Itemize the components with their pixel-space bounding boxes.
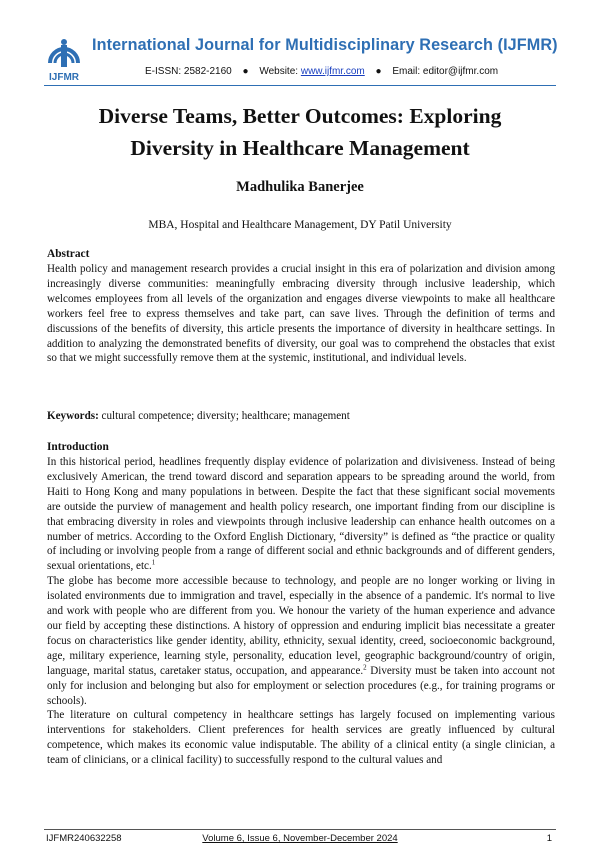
paper-title — [40, 100, 560, 164]
abstract-heading: Abstract — [47, 248, 90, 260]
bullet-separator: ● — [375, 66, 382, 77]
intro-paragraph-2 — [47, 574, 555, 708]
footer-page-number: 1 — [546, 833, 552, 844]
intro-p1-text: In this historical period, headlines frequently display evidence of polarization and divisiveness. Instead of being exclusively American, the trend toward discord and separation appears to be spreading around the world, from Haiti to Hong Kong and many populations in between. Despite the fact that these significant social movements are outside the purview of management and health policy research, one important finding from our discipline is that embracing diversity in roles and viewpoints through inclusive leadership can enhance health outcomes on a number of metrics. According to the Oxford English Dictionary, “diversity” is defined as “the practice or quality of including or involving people from a range of different social and ethnic backgrounds and of different genders, sexual orientations, etc. — [47, 456, 555, 573]
keywords-text: cultural competence; diversity; healthcare; management — [101, 410, 350, 422]
keywords-line — [47, 410, 350, 422]
journal-name: International Journal for Multidisciplinary Research (IJFMR) — [92, 36, 558, 54]
introduction-body — [47, 455, 555, 768]
journal-info-line — [145, 66, 498, 77]
title-line-2: Diversity in Healthcare Management — [130, 136, 470, 160]
ijfmr-logo — [44, 33, 84, 83]
intro-paragraph-3: The literature on cultural competency in healthcare settings has largely focused on implementing various interventions for stakeholders. Client preferences for health services are greatly influenced by cultural competence, which makes its economic value indisputable. The ability of a clinical entity (a single clinician, a team of clinicians, or a clinical facility) to successfully respond to the cultural values and — [47, 709, 555, 767]
introduction-heading: Introduction — [47, 441, 109, 453]
keywords-label: Keywords: — [47, 410, 99, 422]
footer-article-id: IJFMR240632258 — [46, 833, 122, 844]
author-name: Madhulika Banerjee — [236, 179, 364, 195]
footnote-ref-1[interactable]: 1 — [151, 558, 156, 567]
email-text: Email: editor@ijfmr.com — [392, 66, 499, 77]
website-link[interactable]: www.ijfmr.com — [300, 66, 365, 77]
abstract-body — [47, 262, 555, 366]
intro-paragraph-1 — [47, 455, 555, 574]
abstract-paragraph: Health policy and management research provides a crucial insight in this era of polarization and division among increasingly diverse communities: meaningfully embracing diversity through inclusive leadership, which welcomes employees from all levels of the organization and engages diverse viewpoints to make all healthcare workers feel free to express themselves and take part, can save lives. Through the definition of terms and discussions of the benefits of diversity, this article presents the importance of diversity in healthcare settings. In addition to analyzing the demonstrated benefits of diversity, our goal was to comprehend the obstacles that exist so that we might successfully remove them at the systemic, institutional, and individual levels. — [47, 263, 555, 365]
logo-text: IJFMR — [49, 72, 79, 83]
intro-p2-text-a: The globe has become more accessible because to technology, and people are no longer working or living in isolated environments due to immigration and travel, especially in the absence of a pandemic. It's normal to live and work with people who are different from you. We honour the variety of the human experience and advance our field by accepting these distinctions. A history of oppression and enduring implicit bias necessitate a greater focus on characteristics like gender identity, ability, ethnicity, sexual identity, creed, socioeconomic background, age, military experience, learning style, personality, education level, geographic background/country of origin, language, marital status, caretaker status, occupation, and appearance. — [47, 575, 555, 677]
website-label: Website: — [259, 66, 299, 77]
author-affiliation: MBA, Hospital and Healthcare Management, DY Patil University — [148, 219, 452, 231]
footnote-ref-2[interactable]: 2 — [363, 663, 367, 671]
footer-volume: Volume 6, Issue 6, November-December 2024 — [202, 833, 398, 844]
title-line-1: Diverse Teams, Better Outcomes: Exploring — [98, 104, 502, 128]
eissn: E-ISSN: 2582-2160 — [145, 66, 232, 77]
intro-p2-text-b: Diversity must be taken into account not only for inclusion and belonging but also for employment or selection procedures (e.g., for training programs or schools). — [47, 664, 555, 707]
bullet-separator: ● — [242, 66, 249, 77]
header-divider — [44, 85, 556, 86]
footer-divider — [44, 829, 556, 830]
